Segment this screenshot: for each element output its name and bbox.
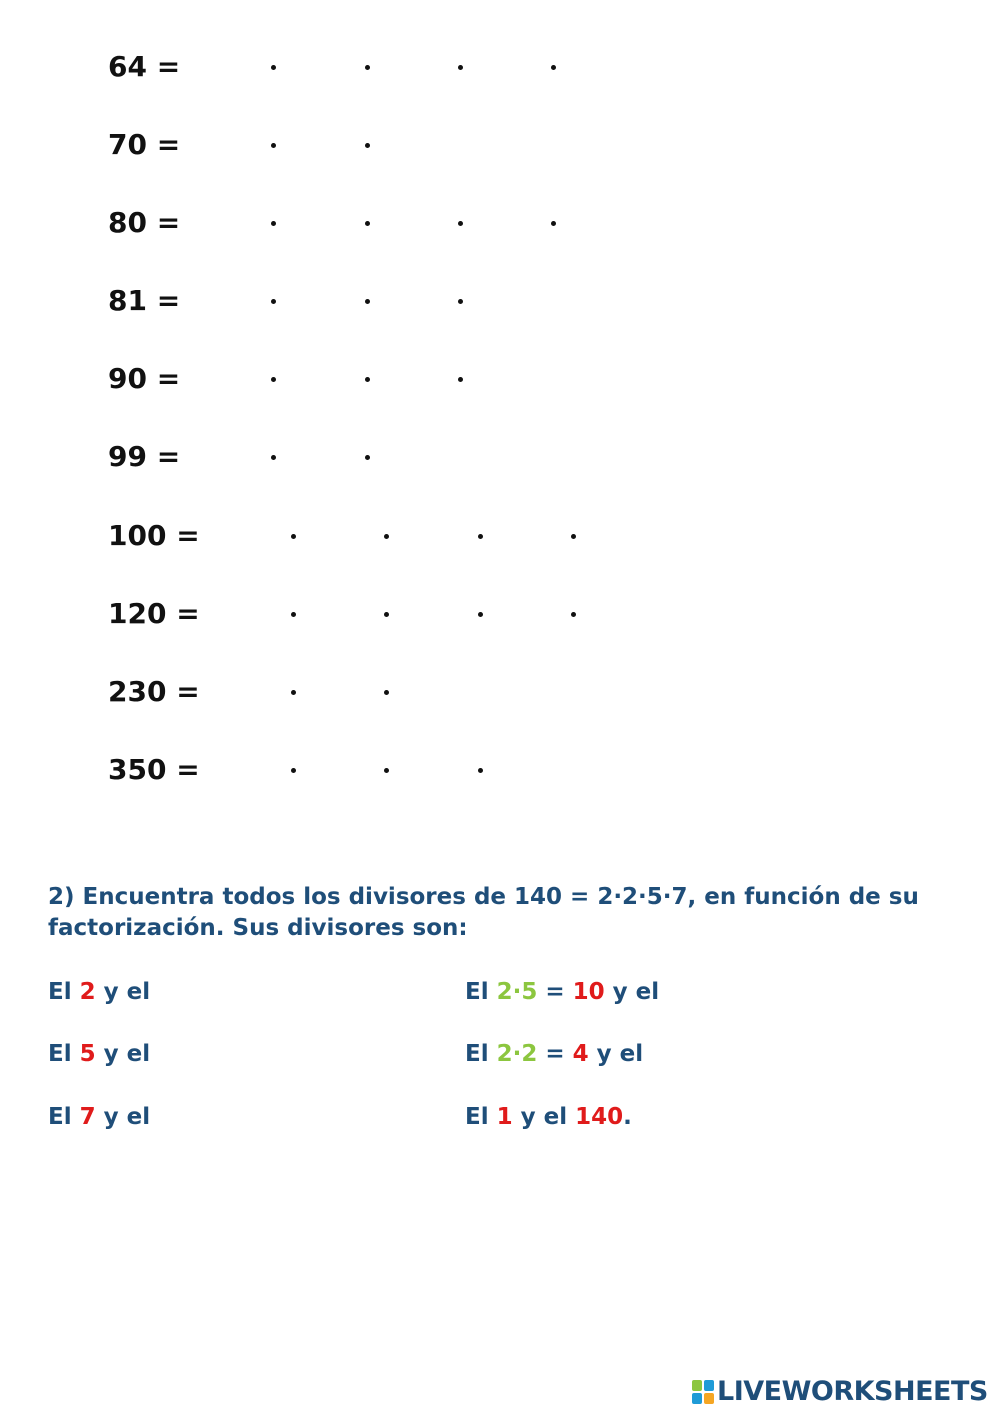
product-expression: 2·5 (496, 979, 538, 1005)
factorization-row (0, 125, 700, 165)
divisor-value: 5 (79, 1041, 96, 1067)
multiplication-dot (551, 221, 556, 226)
multiplication-dot (458, 299, 463, 304)
multiplication-dot (365, 455, 370, 460)
divisor-value: 140 (575, 1104, 624, 1130)
multiplication-dot (271, 377, 276, 382)
number-label: 80 = (108, 206, 181, 239)
multiplication-dot (571, 612, 576, 617)
liveworksheets-logo-icon (692, 1380, 714, 1404)
answer-left-2: El 5 y el (48, 1041, 151, 1067)
question-line-2: factorización. Sus divisores son: (48, 915, 468, 941)
multiplication-dot (271, 221, 276, 226)
multiplication-dot (384, 612, 389, 617)
number-label: 100 = (108, 519, 200, 552)
factorization-row (0, 281, 700, 321)
number-label: 64 = (108, 50, 181, 83)
number-label: 90 = (108, 362, 181, 395)
factorization-row (0, 594, 700, 634)
multiplication-dot (458, 221, 463, 226)
multiplication-dot (291, 612, 296, 617)
question-2 (48, 882, 948, 944)
multiplication-dot (478, 768, 483, 773)
divisor-value: 10 (572, 979, 605, 1005)
factorization-row (0, 47, 700, 87)
number-label: 120 = (108, 597, 200, 630)
multiplication-dot (478, 534, 483, 539)
number-label: 350 = (108, 753, 200, 786)
factorization-row (0, 516, 700, 556)
multiplication-dot (384, 534, 389, 539)
number-label: 230 = (108, 675, 200, 708)
multiplication-dot (271, 455, 276, 460)
multiplication-dot (478, 612, 483, 617)
multiplication-dot (365, 143, 370, 148)
divisor-value: 7 (79, 1104, 96, 1130)
factorization-row (0, 750, 700, 790)
product-expression: 2·2 (496, 1041, 538, 1067)
logo-text: LIVEWORKSHEETS (717, 1376, 988, 1407)
multiplication-dot (271, 299, 276, 304)
multiplication-dot (365, 221, 370, 226)
multiplication-dot (271, 143, 276, 148)
multiplication-dot (571, 534, 576, 539)
question-line-1: 2) Encuentra todos los divisores de 140 = 2·2·5·7, en función de su (48, 884, 919, 910)
liveworksheets-logo (692, 1377, 988, 1407)
number-label: 70 = (108, 128, 181, 161)
answer-left-1: El 2 y el (48, 979, 151, 1005)
multiplication-dot (271, 65, 276, 70)
multiplication-dot (291, 690, 296, 695)
answer-left-3: El 7 y el (48, 1104, 151, 1130)
number-label: 81 = (108, 284, 181, 317)
multiplication-dot (384, 690, 389, 695)
answer-right-3: El 1 y el 140. (465, 1104, 632, 1130)
multiplication-dot (365, 65, 370, 70)
divisor-value: 4 (572, 1041, 589, 1067)
factorization-row (0, 203, 700, 243)
multiplication-dot (365, 299, 370, 304)
multiplication-dot (458, 377, 463, 382)
divisor-value: 2 (79, 979, 96, 1005)
factorization-row (0, 437, 700, 477)
multiplication-dot (365, 377, 370, 382)
multiplication-dot (551, 65, 556, 70)
multiplication-dot (384, 768, 389, 773)
factorization-row (0, 672, 700, 712)
answer-right-2: El 2·2 = 4 y el (465, 1041, 644, 1067)
multiplication-dot (291, 768, 296, 773)
factorization-row (0, 359, 700, 399)
divisor-value: 1 (496, 1104, 513, 1130)
multiplication-dot (291, 534, 296, 539)
number-label: 99 = (108, 440, 181, 473)
answer-right-1: El 2·5 = 10 y el (465, 979, 660, 1005)
multiplication-dot (458, 65, 463, 70)
